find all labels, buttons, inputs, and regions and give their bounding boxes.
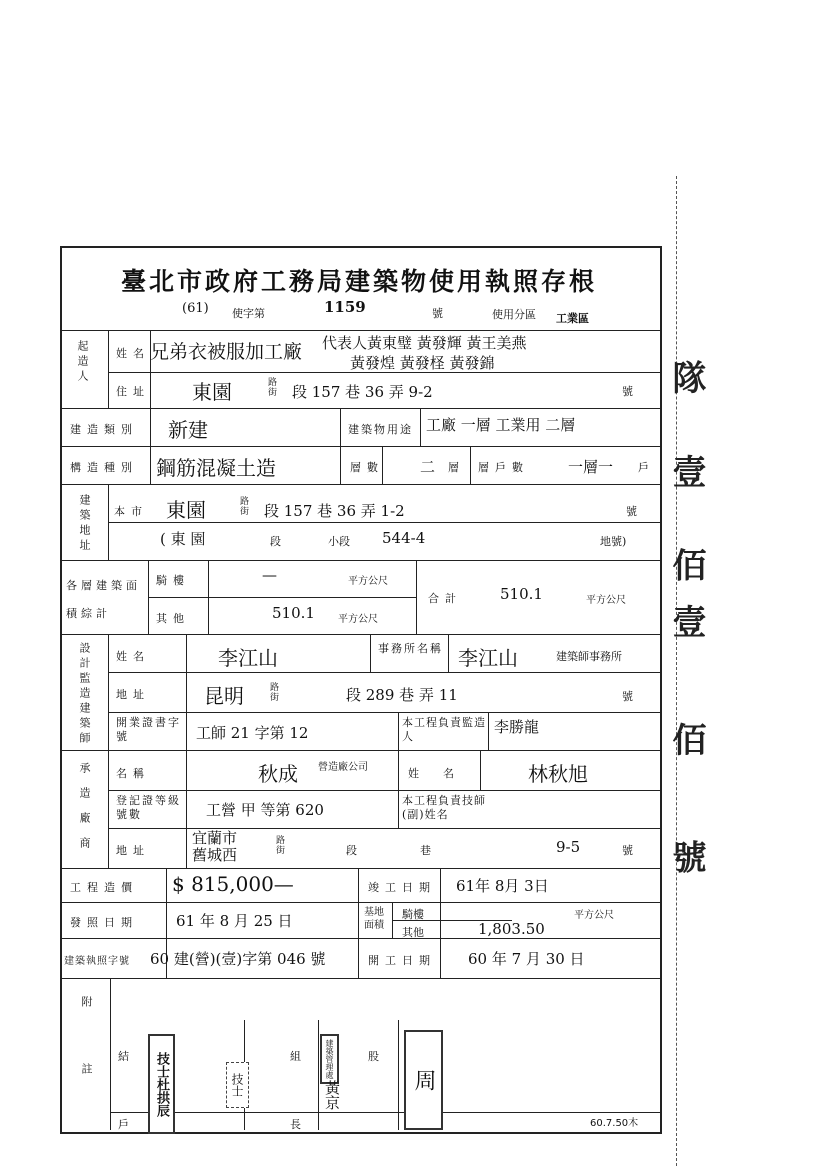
contractor-name-value: 秋成 (258, 762, 298, 786)
applicant-road-label: 路街 (268, 378, 278, 398)
site-road-suffix: 路街 (240, 497, 250, 517)
architect-name-label: 姓名 (116, 650, 150, 663)
site-lot-number: 544-4 (382, 529, 426, 547)
result-label: 結 (118, 1050, 135, 1063)
architect-engineer-value: 李勝龍 (494, 718, 540, 736)
total-area-unit: 平方公尺 (586, 595, 626, 606)
license-hao: 號 (432, 307, 443, 320)
units-label: 層戶數 (478, 461, 529, 474)
site-lot-seg: 段 (270, 535, 281, 548)
year-prefix: (61) (182, 301, 209, 316)
contractor-lane-label: 巷 (420, 844, 431, 857)
contractor-road-label: 路街 (276, 836, 286, 856)
site-road: 東園 (166, 498, 206, 522)
seal-office-name: 黃京 (323, 1080, 341, 1110)
applicant-rep-line2: 黃發煌 黃發柽 黃發錦 (350, 354, 495, 372)
license-number: 1159 (324, 298, 366, 316)
other-area-value: 510.1 (272, 604, 315, 622)
other-area-label: 其他 (156, 612, 190, 625)
base-other-label: 其他 (402, 926, 424, 939)
structure-value: 鋼筋混凝土造 (156, 456, 276, 480)
contractor-person-value: 林秋旭 (528, 762, 588, 786)
base-area-label: 基地面積 (364, 907, 384, 931)
architect-section-label: 設計監造建築師 (78, 642, 91, 747)
permit-label: 建築執照字號 (64, 956, 130, 967)
contractor-name-suffix: 營造廠公司 (318, 762, 368, 773)
total-area-label: 合計 (428, 592, 462, 605)
completion-value: 61年 8月 3日 (456, 877, 549, 895)
remarks-label: 附註 (80, 996, 93, 1130)
contractor-person-label: 姓名 (408, 767, 478, 780)
site-lot-suffix: 地號) (600, 535, 627, 548)
edge-stamp-text: 隊 壹 佰 (666, 360, 706, 606)
units-unit: 戶 (638, 461, 649, 474)
architect-address-detail: 段 289 巷 弄 11 (346, 686, 458, 704)
seal-inspector-2: 技士 (226, 1062, 249, 1108)
contractor-section-label: 承造廠商 (78, 762, 91, 862)
use-label: 建築物用途 (348, 423, 413, 436)
group-label: 組 (290, 1050, 301, 1063)
architect-name-value: 李江山 (218, 646, 278, 670)
cost-label: 工程造價 (70, 881, 138, 894)
site-lot-district: ( 東 園 (160, 530, 206, 548)
contractor-address-number: 9-5 (556, 838, 581, 856)
architect-road-label: 路街 (270, 683, 280, 703)
architect-office-label: 事務所名稱 (378, 642, 443, 655)
applicant-address-detail: 段 157 巷 36 弄 9-2 (292, 383, 433, 401)
architect-engineer-label: 本工程負責監造人 (402, 716, 486, 743)
site-city: 本市 (114, 505, 148, 518)
contractor-hao: 號 (622, 844, 633, 857)
seal-chief: 周 (404, 1030, 443, 1130)
architect-hao: 號 (622, 690, 633, 703)
site-detail: 段 157 巷 36 弄 1-2 (264, 502, 405, 520)
bottom-label-b: 長 (290, 1118, 301, 1131)
contractor-reg-label: 登記證等級號數 (116, 794, 181, 821)
category-label: 建造類別 (70, 423, 138, 436)
issue-date-label: 發照日期 (70, 916, 138, 929)
base-area-unit: 平方公尺 (574, 910, 614, 921)
applicant-name-value: 兄弟衣被服加工廠 (150, 341, 303, 363)
contractor-reg-value: 工營 甲 等第 620 (206, 801, 324, 819)
site-lot-small: 小段 (328, 535, 350, 548)
completion-label: 竣工日期 (368, 881, 436, 894)
architect-address-label: 地址 (116, 688, 150, 701)
contractor-seg-label: 段 (346, 844, 357, 857)
total-area-value: 510.1 (500, 585, 543, 603)
contractor-name-label: 名稱 (116, 767, 150, 780)
area-section-label: 各層建築面積綜計 (66, 579, 141, 620)
seal-office-top: 建築管理處 (320, 1034, 339, 1084)
seal-inspector-1: 技士杜拱辰 (148, 1034, 175, 1134)
structure-label: 構造種別 (70, 461, 138, 474)
contractor-tech-label: 本工程負責技師(副)姓名 (402, 794, 486, 821)
architect-reg-label: 開業證書字號 (116, 716, 181, 743)
applicant-rep-line1: 代表人黃東璧 黃發輝 黃王美燕 (322, 334, 527, 352)
use-value: 工廠 一層 工業用 二層 (426, 416, 576, 434)
floors-value: 二 (420, 458, 436, 476)
zone-value: 工業區 (556, 312, 589, 325)
base-area-value: 1,803.50 (478, 920, 545, 938)
permit-value: 60 建(營)(壹)字第 046 號 (150, 950, 326, 968)
floors-label: 層數 (350, 461, 384, 474)
architect-office-value: 李江山 (458, 646, 518, 670)
issue-date-value: 61 年 8 月 25 日 (176, 912, 293, 930)
arcade-unit: 平方公尺 (348, 576, 388, 587)
applicant-name-label: 姓名 (116, 347, 150, 360)
site-hao: 號 (626, 505, 637, 518)
arcade-label: 騎樓 (156, 574, 190, 587)
contractor-address-label: 地址 (116, 844, 150, 857)
floors-unit: 層 (448, 461, 459, 474)
architect-reg-value: 工師 21 字第 12 (196, 724, 309, 742)
site-section-label: 建築地址 (78, 494, 91, 554)
start-date-label: 開工日期 (368, 954, 436, 967)
applicant-section-label: 起造人 (76, 340, 89, 385)
units-value: 一層一 (568, 458, 614, 476)
architect-office-suffix: 建築師事務所 (556, 650, 622, 663)
applicant-hao: 號 (622, 385, 633, 398)
arcade-value: — (262, 566, 277, 584)
zone-label: 使用分區 (492, 308, 536, 321)
architect-address-value: 昆明 (204, 684, 244, 708)
cost-value: $ 815,000— (172, 872, 294, 896)
applicant-address-label: 住址 (116, 385, 150, 398)
edge-stamp-text-2: 壹 佰 號 (666, 604, 706, 910)
license-label: 使字第 (232, 307, 265, 320)
bottom-label-a: 戶 (118, 1118, 129, 1131)
category-value: 新建 (168, 418, 208, 442)
base-arcade-label: 騎樓 (402, 908, 424, 921)
contractor-address-value: 宜蘭市 舊城西 (192, 829, 238, 864)
document-title: 臺北市政府工務局建築物使用執照存根 (120, 267, 597, 296)
other-area-unit: 平方公尺 (338, 614, 378, 625)
kuan-label: 股 (368, 1050, 379, 1063)
form-code: 60.7.50木 (590, 1118, 639, 1129)
start-date-value: 60 年 7 月 30 日 (468, 950, 585, 968)
applicant-address-value: 東園 (192, 380, 232, 404)
